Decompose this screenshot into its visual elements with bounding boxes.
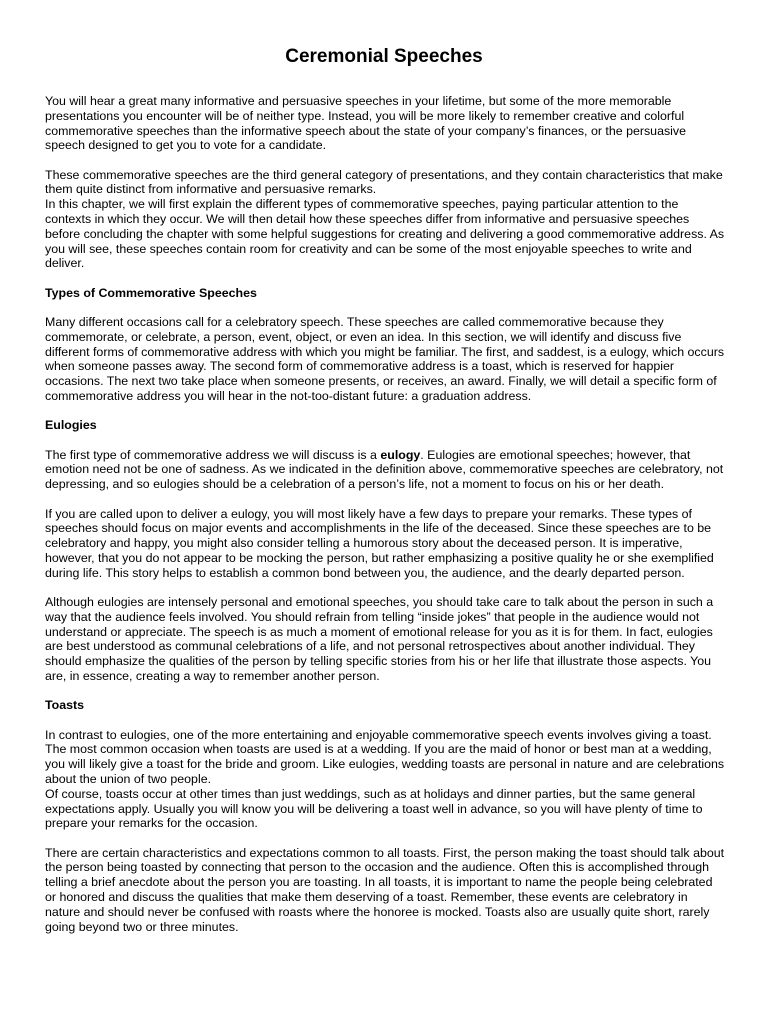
intro-paragraph-2: These commemorative speeches are the third general category of presentations, and they contain characteristics that make them quite distinct from informative and persuasive remarks. [45, 167, 723, 197]
page-title: Ceremonial Speeches [285, 46, 483, 67]
types-heading: Types of Commemorative Speeches [45, 285, 257, 300]
eulogy-term: eulogy [380, 447, 421, 462]
types-paragraph-1: Many different occasions call for a celebratory speech. These speeches are called commemorative because they commemorate, or celebrate, a person, event, object, or even an idea. In this section, we will identify and discuss five different forms of commemorative address with which you might be familiar. The first, and saddest, is a eulogy, which occurs when someone passes away. The second form of commemorative address is a toast, which is reserved for happier occasions. The next two take place when someone presents, or receives, an award. Finally, we will detail a specific form of commemorative address you will hear in the not-too-distant future: a graduation address. [45, 315, 725, 404]
eulogies-paragraph-3: Although eulogies are intensely personal and emotional speeches, you should take care to talk about the person in such a way that the audience feels involved. You should refrain from telling “inside jokes” that people in the audience would not understand or appreciate. The speech is as much a moment of emotional release for you as it is for them. In fact, eulogies are best understood as communal celebrations of a life, and not personal retrospectives about another individual. They should emphasize the qualities of the person by telling specific stories from his or her life that illustrate those aspects. You are, in essence, creating a way to remember another person. [45, 595, 714, 683]
eulogies-p1-lead: The first type of commemorative address we will discuss is a [45, 447, 381, 462]
eulogies-paragraph-2: If you are called upon to deliver a eulogy, you will most likely have a few days to prepare your remarks. These types of speeches should focus on major events and accomplishments in the life of the deceased. Since these speeches are to be celebratory and happy, you might also consider telling a humorous story about the deceased person. It is imperative, however, that you do not appear to be mocking the person, but rather emphasizing a positive quality he or she exemplified during life. This story helps to establish a common bond between you, the audience, and the dearly departed person. [45, 506, 714, 580]
eulogies-p1-rest: . Eulogies are emotional speeches; however, that emotion need not be one of sadness. As we indicated in the definition above, commemorative speeches are celebratory, not depressing, and so eulogies should be a celebration of a person’s life, not a moment to focus on his or her death. [45, 447, 724, 492]
toasts-paragraph-3: There are certain characteristics and expectations common to all toasts. First, the person making the toast should talk about the person being toasted by connecting that person to the occasion and the audience. Often this is accomplished through telling a brief anecdote about the person you are toasting. In all toasts, it is important to name the people being celebrated or honored and discuss the qualities that make them deserving of a toast. Remember, these events are celebratory in nature and should never be confused with roasts where the honoree is mocked. Toasts also are usually quite short, rarely going beyond two or three minutes. [45, 845, 725, 934]
intro-paragraph-3: In this chapter, we will first explain the different types of commemorative speeches, paying particular attention to the contexts in which they occur. We will then detail how these speeches differ from informative and persuasive speeches before concluding the chapter with some helpful suggestions for creating and delivering a good commemorative address. As you will see, these speeches contain room for creativity and can be some of the most enjoyable speeches to write and deliver. [45, 197, 725, 271]
toasts-heading: Toasts [45, 698, 85, 713]
eulogies-paragraph-1 [45, 448, 725, 492]
toasts-paragraph-2: Of course, toasts occur at other times than just weddings, such as at holidays and dinner parties, but the same general expectations apply. Usually you will know you will be delivering a toast well in advance, so you will have plenty of time to prepare your remarks for the occasion. [45, 786, 703, 831]
toasts-paragraph-1: In contrast to eulogies, one of the more entertaining and enjoyable commemorative speech events involves giving a toast. The most common occasion when toasts are used is at a wedding. If you are the maid of honor or best man at a wedding, you will likely give a toast for the bride and groom. Like eulogies, wedding toasts are personal in nature and are celebrations about the union of two people. [45, 727, 725, 786]
intro-paragraph-1: You will hear a great many informative and persuasive speeches in your lifetime, but some of the more memorable presentations you encounter will be of neither type. Instead, you will be more likely to remember creative and colorful commemorative speeches than the informative speech about the state of your company’s finances, or the persuasive speech designed to get you to vote for a candidate. [45, 94, 686, 153]
eulogies-heading: Eulogies [45, 418, 97, 433]
document-body [45, 94, 725, 949]
